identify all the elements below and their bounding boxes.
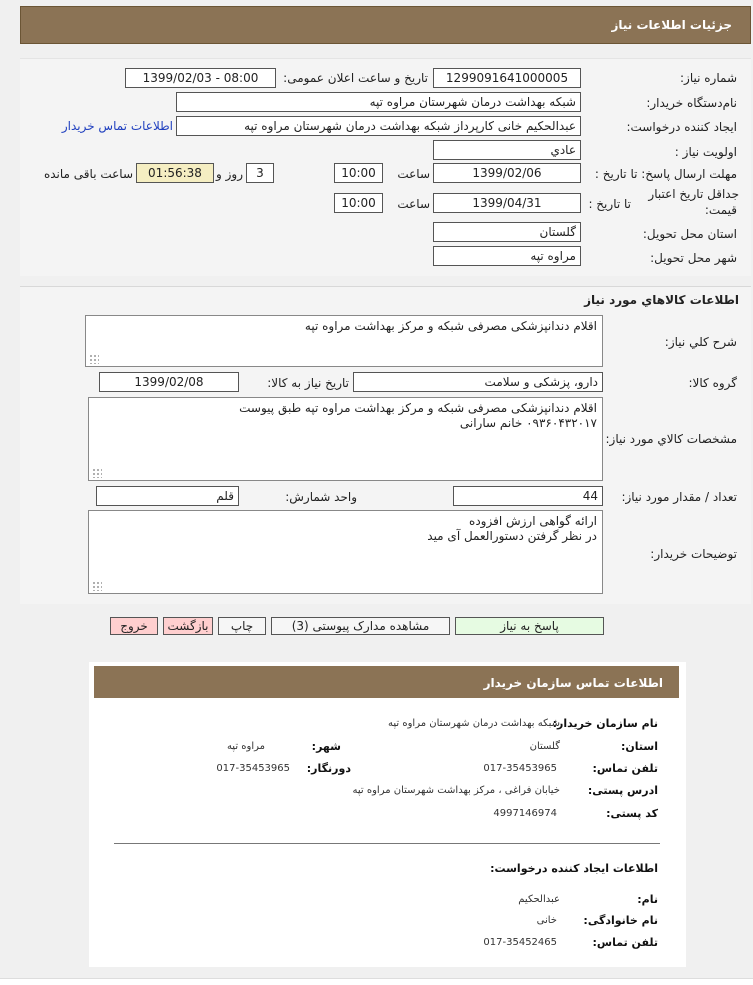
- contact-city-label: شهر:: [311, 740, 341, 753]
- summary-label: شرح کلي نياز:: [664, 335, 737, 349]
- province-field: گلستان: [433, 222, 581, 242]
- city-field: مراوه تپه: [433, 246, 581, 266]
- group-label: گروه کالا:: [688, 376, 737, 390]
- contact-fax-label: دورنگار:: [306, 762, 351, 775]
- view-attachments-button[interactable]: مشاهده مدارک پیوستی (3): [271, 617, 450, 635]
- contact-city-value: مراوه تپه: [226, 741, 265, 752]
- quantity-field: 44: [453, 486, 603, 506]
- validity-label-line2: قیمت:: [704, 203, 737, 217]
- need-number-label: شماره نیاز:: [680, 71, 737, 85]
- validity-date-field: 1399/04/31: [433, 193, 581, 213]
- goods-section-title: اطلاعات کالاهاي مورد نياز: [584, 293, 739, 307]
- print-button[interactable]: چاپ: [218, 617, 266, 635]
- notes-line-2: در نظر گرفتن دستورالعمل آی مید: [427, 529, 597, 543]
- creator-phone-value: 017-35452465: [483, 937, 557, 948]
- unit-field: قلم: [96, 486, 239, 506]
- page-bottom-edge: [0, 978, 753, 985]
- contact-phone-value: 017-35453965: [483, 763, 557, 774]
- remaining-time-label: ساعت باقی مانده: [43, 167, 133, 181]
- summary-text: اقلام دندانپزشکی مصرفی شبکه و مرکز بهداشت مراوه تپه: [304, 319, 597, 333]
- announce-field: 1399/02/03 - 08:00: [125, 68, 276, 88]
- unit-label: واحد شمارش:: [285, 490, 357, 504]
- buyer-notes-label: توضیحات خریدار:: [650, 547, 737, 561]
- exit-button[interactable]: خروج: [110, 617, 158, 635]
- quantity-label: تعداد / مقدار مورد نیاز:: [621, 490, 737, 504]
- province-label: استان محل تحویل:: [642, 227, 737, 241]
- group-field: دارو، پزشکی و سلامت: [353, 372, 603, 392]
- contact-card-header: [94, 666, 679, 698]
- buyer-contact-link[interactable]: اطلاعات تماس خریدار: [61, 119, 173, 133]
- contact-province-label: استان:: [621, 740, 658, 753]
- contact-card-title: اطلاعات تماس سازمان خریدار: [483, 676, 663, 690]
- specs-label: مشخصات کالاي مورد نياز:: [605, 432, 737, 446]
- specs-line-2: ۰۹۳۶۰۴۳۲۰۱۷ خانم سارانی: [459, 416, 597, 430]
- creator-family-value: خانی: [536, 915, 557, 926]
- buyer-notes-textarea[interactable]: [88, 510, 603, 594]
- deadline-date-field: 1399/02/06: [433, 163, 581, 183]
- days-remaining-field: 3: [246, 163, 274, 183]
- days-label: روز و: [216, 167, 243, 181]
- remaining-time-field: 01:56:38: [136, 163, 214, 183]
- creator-family-label: نام خانوادگی:: [583, 914, 658, 927]
- creator-field: عبدالحکیم خانی کارپرداز شبکه بهداشت درمان شهرستان مراوه تپه: [176, 116, 581, 136]
- validity-to-label: تا تاریخ :: [588, 197, 631, 211]
- buyer-org-label: نام‌دستگاه خریدار:: [646, 96, 737, 110]
- specs-textarea[interactable]: [88, 397, 603, 481]
- need-date-label: تاریخ نیاز به کالا:: [267, 376, 349, 390]
- validity-time-label: ساعت: [397, 197, 430, 211]
- buyer-org-field: شبکه بهداشت درمان شهرستان مراوه تپه: [176, 92, 581, 112]
- deadline-time-label: ساعت: [397, 167, 430, 181]
- specs-line-1: اقلام دندانپزشکی مصرفی شبکه و مرکز بهداشت مراوه تپه طبق پیوست: [239, 401, 597, 415]
- contact-divider: [114, 843, 660, 844]
- priority-field: عادي: [433, 140, 581, 160]
- validity-time-field: 10:00: [334, 193, 383, 213]
- contact-address-label: ادرس پستی:: [587, 784, 658, 797]
- contact-phone-label: تلفن تماس:: [592, 762, 658, 775]
- deadline-time-field: 10:00: [334, 163, 383, 183]
- deadline-label: مهلت ارسال پاسخ: تا تاریخ :: [594, 167, 737, 181]
- creator-label: ایجاد کننده درخواست:: [626, 120, 737, 134]
- reply-button[interactable]: پاسخ به نیاز: [455, 617, 604, 635]
- announce-label: تاریخ و ساعت اعلان عمومی:: [283, 71, 428, 85]
- resize-grip-icon[interactable]: [89, 354, 99, 364]
- need-number-field: 1299091641000005: [433, 68, 581, 88]
- notes-line-1: ارائه گواهی ارزش افزوده: [469, 514, 597, 528]
- back-button[interactable]: بازگشت: [163, 617, 213, 635]
- contact-postal-label: کد پستی:: [606, 807, 658, 820]
- contact-org-label: نام سازمان خریدار:: [552, 717, 658, 730]
- resize-grip-icon[interactable]: [92, 581, 102, 591]
- city-label: شهر محل تحویل:: [650, 251, 737, 265]
- creator-section-title: اطلاعات ایجاد کننده درخواست:: [490, 862, 658, 875]
- need-date-field: 1399/02/08: [99, 372, 239, 392]
- resize-grip-icon[interactable]: [92, 468, 102, 478]
- contact-address-value: خیابان فراغی ، مرکز بهداشت شهرستان مراوه تپه: [352, 785, 560, 796]
- contact-fax-value: 017-35453965: [216, 763, 290, 774]
- contact-province-value: گلستان: [529, 741, 560, 752]
- creator-name-label: نام:: [637, 893, 658, 906]
- page-title: جزئیات اطلاعات نیاز: [611, 18, 732, 32]
- contact-org-value: شبکه بهداشت درمان شهرستان مراوه تپه: [388, 718, 560, 729]
- page-header: [20, 6, 751, 44]
- priority-label: اولویت نیاز :: [674, 145, 737, 159]
- creator-phone-label: تلفن تماس:: [592, 936, 658, 949]
- contact-postal-value: 4997146974: [493, 808, 557, 819]
- creator-name-value: عبدالحکیم: [518, 894, 560, 905]
- summary-textarea[interactable]: [85, 315, 603, 367]
- validity-label-line1: جداقل تاریخ اعتبار: [648, 187, 739, 201]
